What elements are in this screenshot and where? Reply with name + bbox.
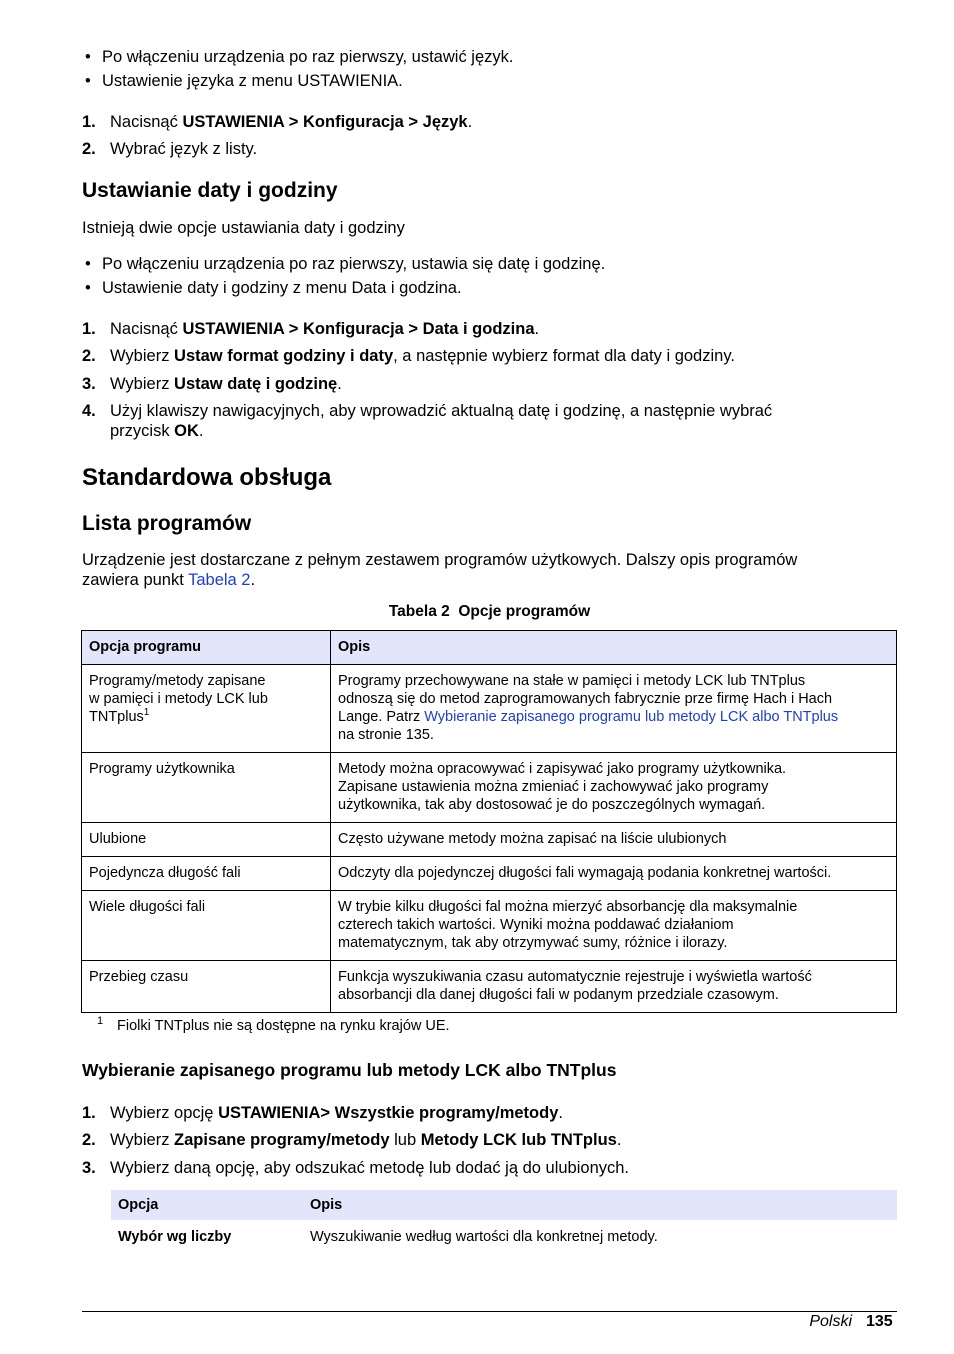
table-row: [82, 891, 897, 961]
program-options-table: [81, 630, 897, 1013]
step-text: Nacisnąć USTAWIENIA > Konfiguracja > Data i godzina.: [110, 320, 540, 338]
step-text: Nacisnąć USTAWIENIA > Konfiguracja > Język.: [110, 113, 473, 131]
step-number: 3.: [82, 375, 96, 393]
step-number: 4.: [82, 402, 96, 420]
table-row: [82, 823, 897, 857]
bullet-text: Po włączeniu urządzenia po raz pierwszy, ustawia się datę i godzinę.: [102, 255, 606, 273]
table-header-row: [111, 1190, 897, 1220]
footer-rule: [82, 1311, 897, 1312]
table-cell-desc: Programy przechowywane na stałe w pamięci i metody LCK lub TNTplus odnoszą się do metod zaprogramowanych fabrycznie prze firmę Hach i Hach Lange. Patrz Wybieranie zapisanego programu lub metody LCK albo TNTplus na stronie 135.: [331, 665, 897, 753]
step-text: Wybierz daną opcję, aby odszukać metodę lub dodać ją do ulubionych.: [110, 1159, 630, 1177]
table-row: [82, 857, 897, 891]
bullet-text: Po włączeniu urządzenia po raz pierwszy, ustawić język.: [102, 48, 514, 66]
table-row: [82, 961, 897, 1013]
bullet-dot: •: [85, 279, 91, 297]
section-heading-program-list: Lista programów: [82, 512, 252, 535]
table-cell-desc: Metody można opracowywać i zapisywać jako programy użytkownika. Zapisane ustawienia można zmieniać i zachowywać jako programy użytkownika, tak aby dostosować je do poszczególnych wymagań.: [331, 753, 897, 823]
table-cell-desc: Funkcja wyszukiwania czasu automatycznie rejestruje i wyświetla wartość absorbancji dla danej długości fali w podanym przedziale czasowym.: [331, 961, 897, 1013]
table-row: [82, 665, 897, 753]
table-header-row: [82, 631, 897, 665]
table-row: [82, 753, 897, 823]
step-number: 2.: [82, 347, 96, 365]
footnote-text: Fiolki TNTplus nie są dostępne na rynku krajów UE.: [117, 1018, 450, 1034]
step-number: 2.: [82, 140, 96, 158]
table-cell-option: Programy użytkownika: [82, 753, 331, 823]
step-number: 1.: [82, 320, 96, 338]
option-table: [111, 1190, 897, 1254]
section-heading-date-time: Ustawianie daty i godziny: [82, 179, 338, 202]
step-text: Wybierz opcję USTAWIENIA> Wszystkie programy/metody.: [110, 1104, 563, 1122]
table-cell-option: Przebieg czasu: [82, 961, 331, 1013]
table-cell-option: Ulubione: [82, 823, 331, 857]
subsection-heading-select-program: Wybieranie zapisanego programu lub metody LCK albo TNTplus: [82, 1060, 617, 1080]
table-caption: Tabela 2 Opcje programów: [388, 603, 591, 620]
step-number: 3.: [82, 1159, 96, 1177]
chapter-heading-standard-operation: Standardowa obsługa: [82, 464, 332, 491]
table-cell-option: Pojedyncza długość fali: [82, 857, 331, 891]
page-number: 135: [866, 1313, 893, 1330]
step-number: 1.: [82, 1104, 96, 1122]
table-2-link[interactable]: Tabela 2: [188, 571, 251, 589]
table-cell-option: Wiele długości fali: [82, 891, 331, 961]
bullet-dot: •: [85, 255, 91, 273]
table-row: [111, 1220, 897, 1254]
select-program-link[interactable]: Wybieranie zapisanego programu lub metody LCK albo TNTplus: [424, 709, 839, 725]
step-text: Wybierz Ustaw format godziny i daty, a następnie wybierz format dla daty i godziny.: [110, 347, 735, 365]
step-number: 1.: [82, 113, 96, 131]
table-cell-desc: Odczyty dla pojedynczej długości fali wymagają podania konkretnej wartości.: [331, 857, 897, 891]
footnote-ref: 1: [143, 707, 150, 719]
table-header-cell: Opcja programu: [82, 631, 331, 665]
step-text: Wybierz Zapisane programy/metody lub Metody LCK lub TNTplus.: [110, 1131, 622, 1149]
step-number: 2.: [82, 1131, 96, 1149]
table-cell-desc: W trybie kilku długości fal można mierzyć absorbancję dla maksymalnie czterech takich wartości. Wyniki można poddawać działaniom matematycznym, tak aby otrzymywać sumy, różnice i ilorazy.: [331, 891, 897, 961]
table-header-cell: Opis: [303, 1190, 897, 1220]
bullet-text: Ustawienie daty i godziny z menu Data i godzina.: [102, 279, 462, 297]
footnote-number: 1: [97, 1015, 104, 1027]
step-text: Użyj klawiszy nawigacyjnych, aby wprowadzić aktualną datę i godzinę, a następnie wybrać przycisk OK.: [110, 402, 773, 440]
table-header-cell: Opcja: [111, 1190, 303, 1220]
table-cell-desc: Wyszukiwanie według wartości dla konkretnej metody.: [310, 1229, 658, 1245]
table-header-cell: Opis: [331, 631, 897, 665]
bullet-dot: •: [85, 72, 91, 90]
footer-language: Polski: [809, 1313, 852, 1330]
table-cell-option: Wybór wg liczby: [118, 1229, 232, 1245]
date-intro: Istnieją dwie opcje ustawiania daty i godziny: [82, 219, 405, 237]
step-text: Wybrać język z listy.: [110, 140, 258, 158]
bullet-text: Ustawienie języka z menu USTAWIENIA.: [102, 72, 403, 90]
programs-intro: Urządzenie jest dostarczane z pełnym zestawem programów użytkowych. Dalszy opis programów zawiera punkt Tabela 2.: [82, 551, 798, 589]
table-cell-desc: Często używane metody można zapisać na liście ulubionych: [331, 823, 897, 857]
table-cell-option: Programy/metody zapisane w pamięci i metody LCK lub TNTplus$^1$: [82, 665, 331, 753]
bullet-dot: •: [85, 48, 91, 66]
step-text: Wybierz Ustaw datę i godzinę.: [110, 375, 342, 393]
